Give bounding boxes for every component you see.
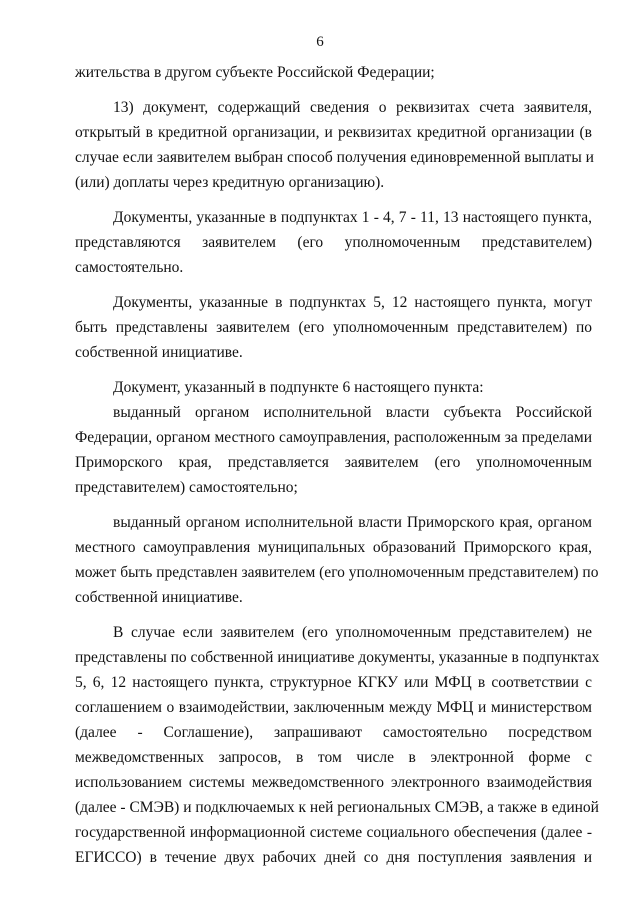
paragraph-8 (75, 620, 600, 870)
paragraph-4 (75, 290, 592, 365)
text-line: В случае если заявителем (его уполномоченным представителем) не (113, 624, 592, 641)
text-line: 13) документ, содержащий сведения о реквизитах счета заявителя, (113, 99, 592, 116)
page-number: 6 (316, 34, 324, 50)
text-line: Приморского края, представляется заявителем (его уполномоченным (75, 454, 592, 471)
text-line: самостоятельно. (75, 259, 184, 276)
paragraph-7 (75, 510, 599, 610)
paragraph-1 (75, 60, 592, 85)
text-line: 5, 6, 12 настоящего пункта, структурное КГКУ или МФЦ в соответствии с (75, 674, 592, 691)
text-line: Федерации, органом местного самоуправления, расположенным за пределами (75, 429, 592, 446)
text-line: (далее - СМЭВ) и подключаемых к ней региональных СМЭВ, а также в единой (75, 799, 599, 816)
text-line: Документы, указанные в подпунктах 1 - 4, 7 - 11, 13 настоящего пункта, (113, 209, 592, 226)
text-line: межведомственных запросов, в том числе в электронной форме с (75, 749, 592, 766)
text-line: представителем) самостоятельно; (75, 479, 298, 496)
text-line: Документы, указанные в подпунктах 5, 12 настоящего пункта, могут (113, 294, 592, 311)
text-line: представляются заявителем (его уполномоченным представителем) (75, 234, 592, 251)
document-body (75, 60, 600, 870)
paragraph-3 (75, 205, 592, 280)
text-line: государственной информационной системе социального обеспечения (далее - (75, 824, 592, 841)
text-line: соглашением о взаимодействии, заключенным между МФЦ и министерством (75, 699, 592, 716)
text-line: использованием системы межведомственного электронного взаимодействия (75, 774, 592, 791)
text-line: ЕГИССО) в течение двух рабочих дней со дня поступления заявления и (75, 849, 592, 866)
text-line: быть представлены заявителем (его уполномоченным представителем) по (75, 319, 592, 336)
text-line: (далее - Соглашение), запрашивают самостоятельно посредством (75, 724, 592, 741)
text-line: собственной инициативе. (75, 344, 243, 361)
text-line: Документ, указанный в подпункте 6 настоящего пункта: (113, 379, 484, 396)
text-line: представлены по собственной инициативе документы, указанные в подпунктах (75, 649, 600, 666)
paragraph-2 (75, 95, 592, 195)
text-line: жительства в другом субъекте Российской Федерации; (75, 64, 435, 81)
paragraph-5 (75, 375, 592, 400)
paragraph-6 (75, 400, 592, 500)
text-line: может быть представлен заявителем (его уполномоченным представителем) по (75, 564, 599, 581)
text-line: выданный органом исполнительной власти Приморского края, органом (113, 514, 592, 531)
text-line: собственной инициативе. (75, 589, 243, 606)
text-line: (или) доплаты через кредитную организацию). (75, 174, 385, 191)
text-line: открытый в кредитной организации, и реквизитах кредитной организации (в (75, 124, 592, 141)
text-line: случае если заявителем выбран способ получения единовременной выплаты и (75, 149, 594, 166)
text-line: выданный органом исполнительной власти субъекта Российской (113, 404, 592, 421)
text-line: местного самоуправления муниципальных образований Приморского края, (75, 539, 592, 556)
